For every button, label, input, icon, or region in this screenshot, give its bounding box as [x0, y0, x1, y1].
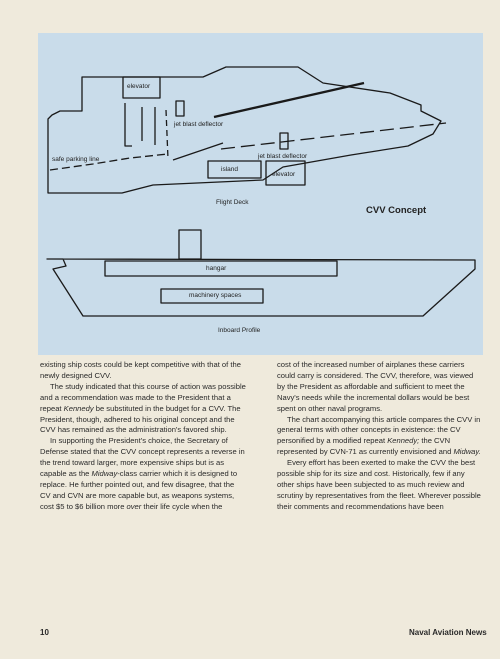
paragraph-text: be substituted in the budget for a CVV. The President, though, adhered to his original concept and the CVV has remained as the administration's favored ship. — [40, 403, 241, 435]
paragraph-text: The study indicated that this course of action was possible and a recommendation was made to the President that a repeat — [40, 381, 246, 413]
article-paragraph — [40, 436, 246, 512]
cvv-concept-figure — [38, 33, 483, 355]
article-paragraph — [40, 382, 246, 437]
paragraph-text: The chart accompanying this article compares the CVV in general terms with other concepts in existence: the CV personified by a modified repeat — [277, 414, 481, 446]
paragraph-text: existing ship costs could be kept competitive with that of the newly designed CVV. — [40, 360, 241, 380]
italic-text: Midway — [91, 469, 118, 479]
paragraph-text: -class carrier which it is designed to replace. He further pointed out, and few disagree, that the CV and CVN are more capable but, as weapons systems, cost $5 to $6 billion more — [40, 469, 238, 511]
profile-island — [179, 230, 201, 259]
italic-text: Midway. — [453, 447, 481, 457]
label-elevator-bottom: elevator — [272, 171, 296, 178]
figure-title: CVV Concept — [366, 205, 427, 216]
label-jet-blast-deflector-2: jet blast deflector — [258, 153, 308, 160]
angled-deck-line — [214, 83, 364, 117]
article-paragraph — [277, 415, 483, 459]
left-bracket — [125, 103, 132, 146]
label-island: island — [221, 166, 238, 173]
article-paragraph — [277, 360, 483, 415]
article-column-left — [40, 360, 246, 513]
paragraph-text: the CVN represented by CVN-71 as currently envisioned and — [277, 436, 454, 457]
ship-diagram — [38, 33, 483, 355]
article-column-right — [277, 360, 483, 513]
paragraph-text: In supporting the President's choice, the Secretary of Defense stated that the CVV concept represents a reverse in the trend toward larger, more expensive ships but is as capable as the — [40, 436, 245, 479]
publication-name: Naval Aviation News — [409, 628, 487, 637]
article-paragraph — [40, 360, 246, 382]
label-elevator-top: elevator — [127, 83, 151, 90]
paragraph-text: Every effort has been exerted to make the CVV the best possible ship for its size and cost. Historically, few if any other ships have been subjected to as much review and scrutiny by representatives from the fleet. Wherever possible their comments and recommendations have been — [277, 458, 481, 511]
paragraph-text: their life cycle when the — [141, 501, 223, 511]
label-machinery-spaces: machinery spaces — [189, 292, 242, 299]
label-hangar: hangar — [206, 265, 227, 272]
label-inboard-profile: Inboard Profile — [218, 327, 261, 334]
deflector-diagonal — [173, 143, 223, 160]
italic-text: Kennedy — [63, 403, 94, 413]
label-flight-deck: Flight Deck — [216, 199, 249, 206]
hull-outline — [47, 259, 475, 316]
paragraph-text: cost of the increased number of airplanes these carriers could carry is considered. The CVV, therefore, was viewed by the President as affordable and sufficient to meet the Navy's needs while the incremental dollars would be best spent on other naval programs. — [277, 360, 474, 413]
upper-dashed-line — [221, 123, 446, 149]
italic-text: over — [126, 501, 142, 511]
article-paragraph — [277, 458, 483, 513]
jet-blast-deflector-1 — [176, 101, 184, 116]
vertical-dashed-line — [166, 110, 168, 159]
italic-text: Kennedy; — [387, 436, 420, 446]
page-number: 10 — [40, 628, 49, 637]
label-safe-parking-line: safe parking line — [52, 156, 100, 163]
label-jet-blast-deflector-1: jet blast deflector — [174, 121, 224, 128]
